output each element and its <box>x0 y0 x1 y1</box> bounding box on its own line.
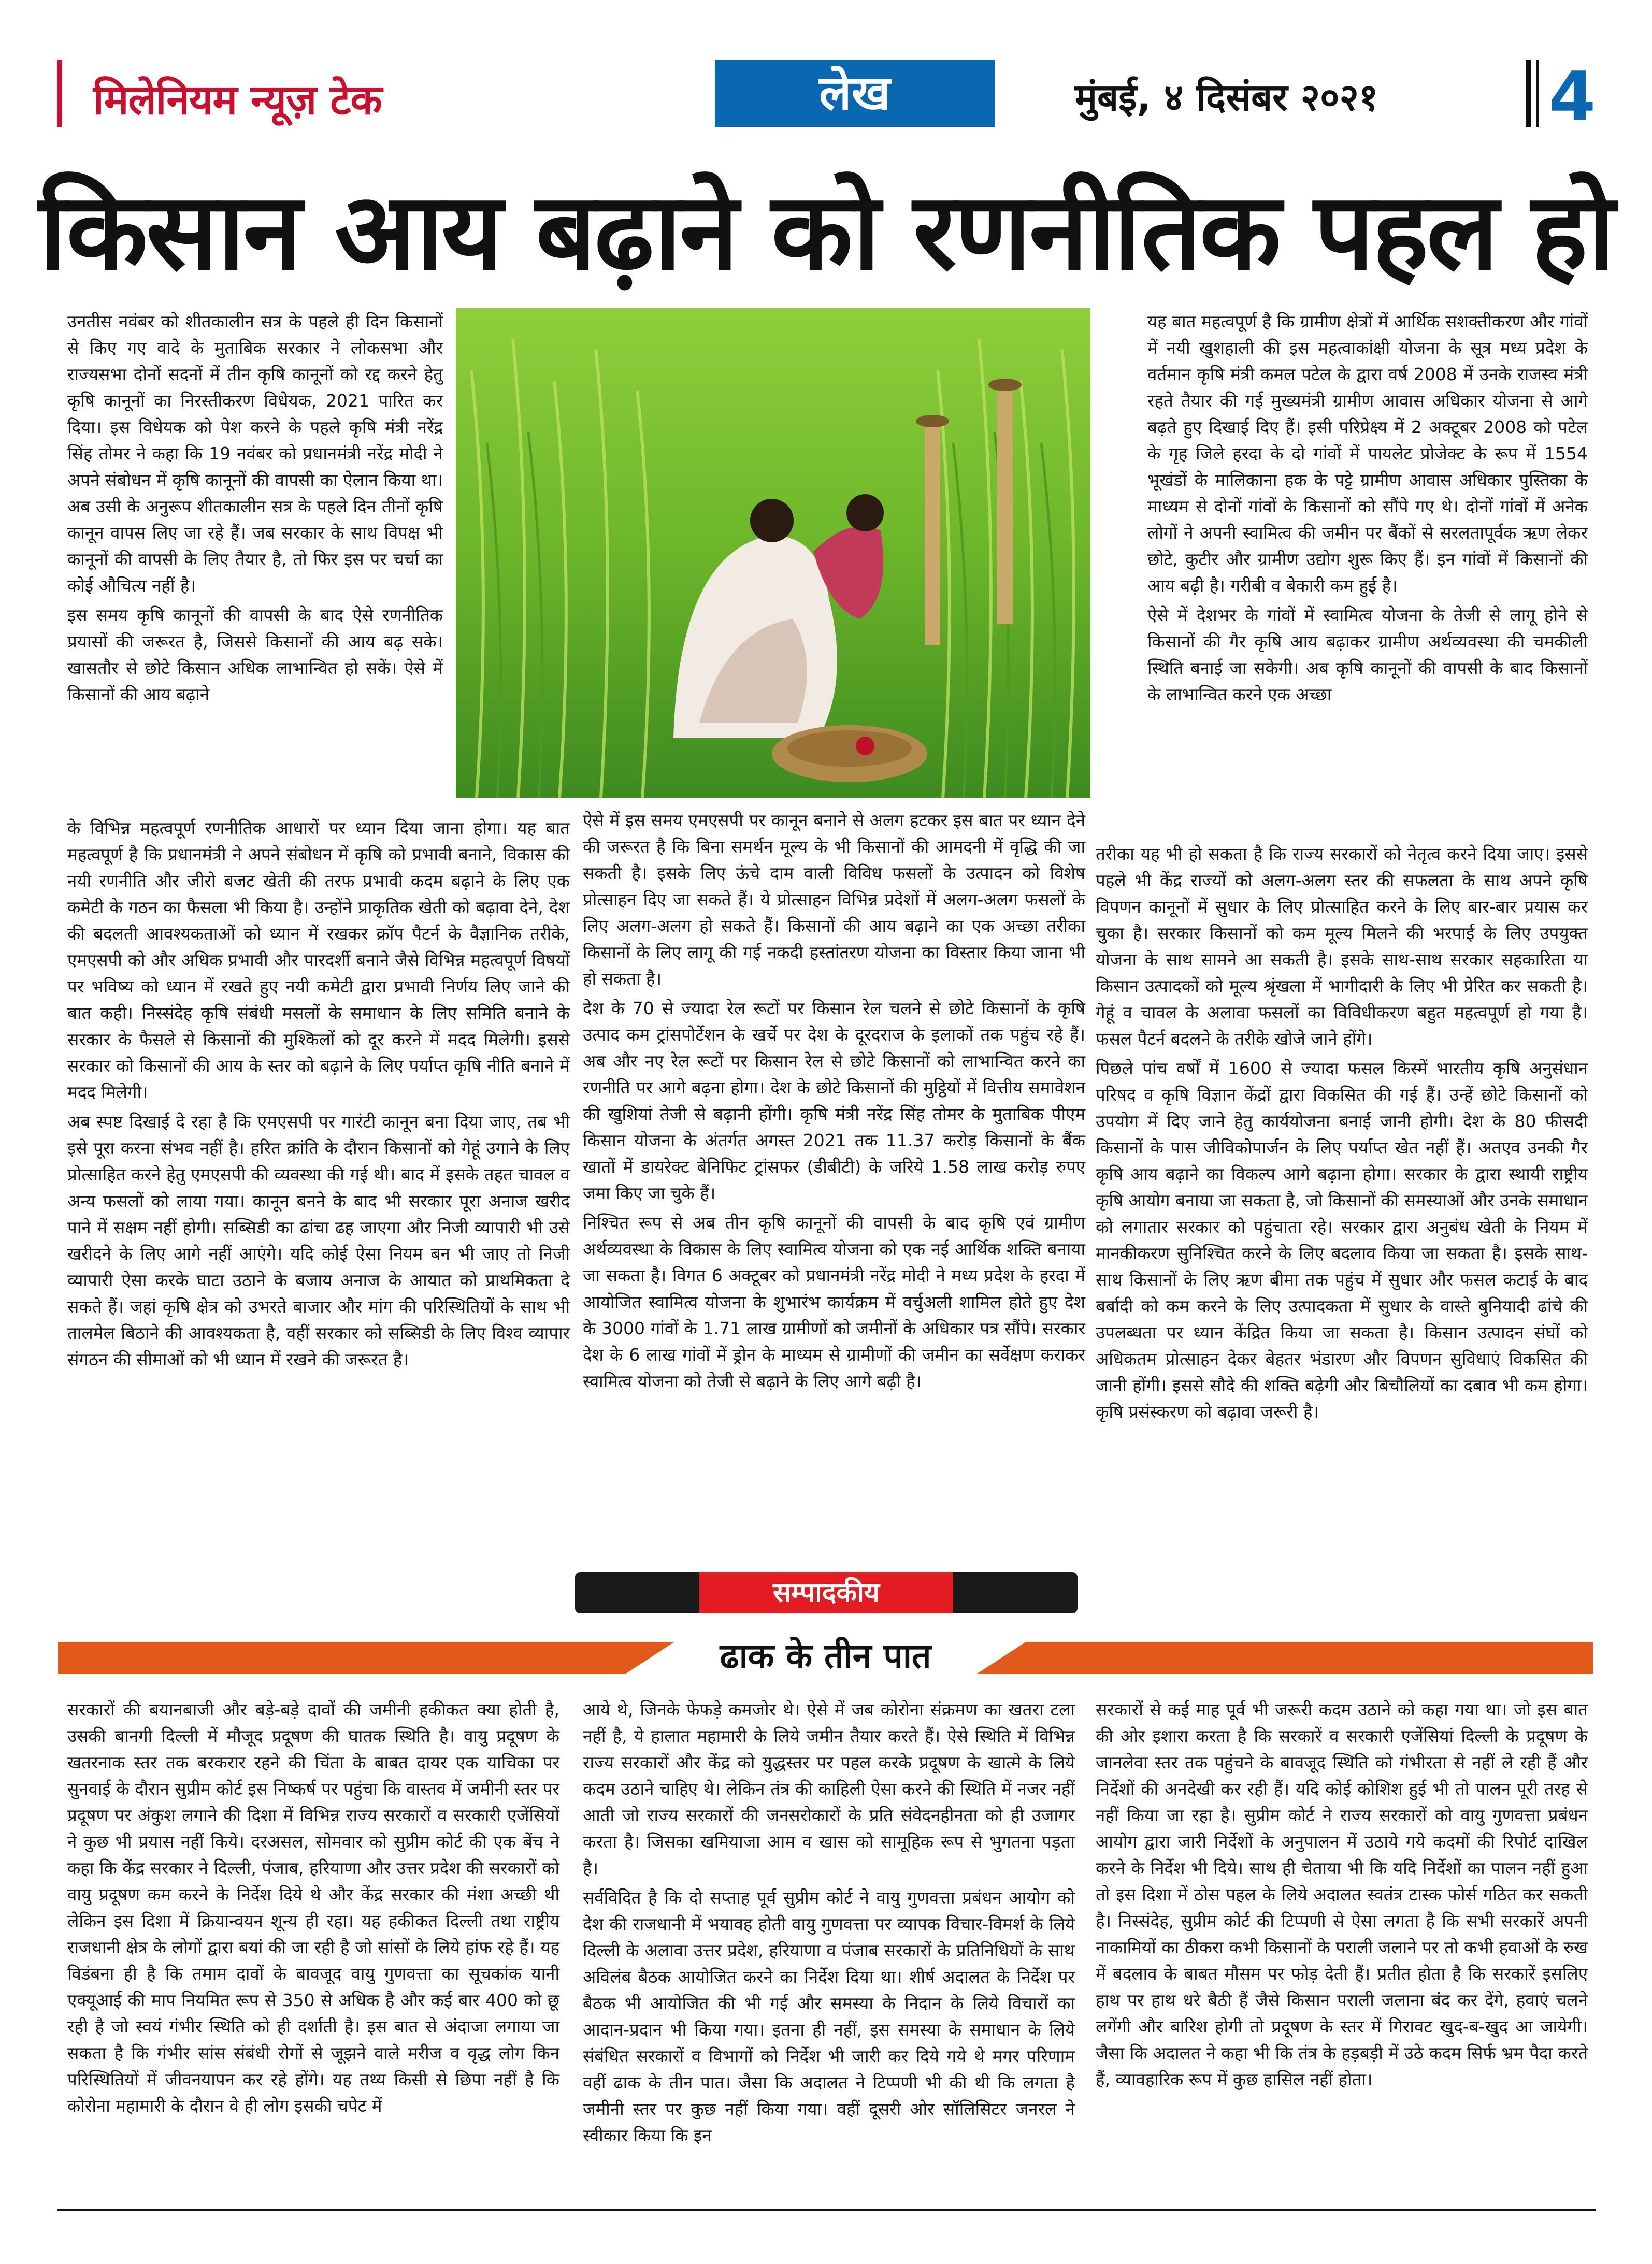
masthead <box>57 57 1611 136</box>
editorial-paragraph: सर्वविदित है कि दो सप्ताह पूर्व सुप्रीम कोर्ट ने वायु गुणवत्ता प्रबंधन आयोग को देश की राजधानी में भयावह होती वायु गुणवत्ता पर व्यापक विचार-विमर्श के लिये दिल्ली के अलावा उत्तर प्रदेश, हरियाणा व पंजाब सरकारों के प्रतिनिधियों के साथ अविलंब बैठक आयोजित करने का निर्देश दिया था। शीर्ष अदालत के निर्देश पर बैठक भी आयोजित की भी गई और समस्या के निदान के लिये विचारों का आदान-प्रदान भी किया गया। इतना ही नहीं, इस समस्या के समाधान के लिये संबंधित सरकारों व विभागों को निर्देश भी जारी कर दिये गये थे मगर परिणाम वहीं ढाक के तीन पात। जैसा कि अदालत ने टिप्पणी भी की थी कि लगता है जमीनी स्तर पर कुछ नहीं किया गया। वहीं दूसरी ओर सॉलिसिटर जनरल ने स्वीकार किया कि इन <box>583 1887 1075 2145</box>
article-paragraph: तरीका यह भी हो सकता है कि राज्य सरकारों को नेतृत्व करने दिया जाए। इससे पहले भी केंद्र राज्यों को अलग-अलग स्तर की सफलता के साथ अपने कृषि विपणन कानूनों में सुधार के लिए प्रोत्साहित करने के लिए बार-बार प्रयास कर चुका है। सरकार किसानों को कम मूल्य मिलने की भरपाई के लिए उपयुक्त योजना के साथ सामने आ सकती है। इसके साथ-साथ सरकार सहकारिता या किसान उत्पादकों को मूल्य श्रृंखला में भागीदारी के लिए भी प्रेरित कर सकती है। गेहूं व चावल के अलावा फसलों का विविधीकरण बहुत महत्वपूर्ण हो गया है। फसल पैटर्न बदलने के तरीके खोजे जाने होंगे। <box>1096 844 1588 1049</box>
article-paragraph: देश के 70 से ज्यादा रेल रूटों पर किसान रेल चलने से छोटे किसानों के कृषि उत्पाद कम ट्रांसपोर्टेशन के खर्चे पर देश के दूरदराज के इलाकों तक पहुंच रहे हैं। अब और नए रेल रूटों पर किसान रेल से छोटे किसानों को लाभान्वित करने का रणनीति पर आगे बढ़ना होगा। देश के छोटे किसानों की मुट्ठियों में वित्तीय समावेशन की खुशियां तेजी से बढ़ानी होंगी। कृषि मंत्री नरेंद्र सिंह तोमर के मुताबिक पीएम किसान योजना के अंतर्गत अगस्त 2021 तक 11.37 करोड़ किसानों के बैंक खातों में डायरेक्ट बेनिफिट ट्रांसफर (डीबीटी) के जरिये 1.58 लाख करोड़ रुपए जमा किए जा चुके हैं। <box>583 998 1085 1203</box>
page-number: 4 <box>1549 57 1596 136</box>
editorial-title: ढाक के तीन पात <box>720 1636 931 1676</box>
editorial-column-3 <box>1096 1696 1588 2096</box>
section-label: लेख <box>715 60 995 127</box>
article-paragraph: के विभिन्न महत्वपूर्ण रणनीतिक आधारों पर ध्यान दिया जाना होगा। यह बात महत्वपूर्ण है कि प्रधानमंत्री ने अपने संबोधन में कृषि को प्रभावी बनाने, विकास की नयी रणनीति और जीरो बजट खेती की तरफ प्रभावी कदम बढ़ाने के लिए एक कमेटी के गठन का फैसला भी किया है। उन्होंने प्राकृतिक खेती को बढ़ावा देने, देश की बदलती आवश्यकताओं को ध्यान में रखकर क्रॉप पैटर्न के वैज्ञानिक तरीके, एमएसपी को और अधिक प्रभावी और पारदर्शी बनाने जैसे विभिन्न महत्वपूर्ण विषयों पर भविष्य को ध्यान में रखते हुए नयी कमेटी द्वारा प्रभावी निर्णय लिए जाने की बात कही। निस्संदेह कृषि संबंधी मसलों के समाधान के लिए समिति बनाने के सरकार के फैसले से किसानों की मुश्किलों को दूर करने में मदद मिलेगी। इससे सरकार को किसानों की आय के स्तर को बढ़ाने के लिए पर्याप्त कृषि नीति बनाने में मदद मिलेगी। <box>67 818 570 1102</box>
article-paragraph: ऐसे में देशभर के गांवों में स्वामित्व योजना के तेजी से लागू होने से किसानों की गैर कृषि आय बढ़ाकर ग्रामीण अर्थव्यवस्था की चमकीली स्थिति बनाई जा सकेगी। अब कृषि कानूनों की वापसी के बाद किसानों के लाभान्वित करने एक अच्छा <box>1147 605 1588 704</box>
article-paragraph: उनतीस नवंबर को शीतकालीन सत्र के पहले ही दिन किसानों से किए गए वादे के मुताबिक सरकार ने लोकसभा और राज्यसभा दोनों सदनों में तीन कृषि कानूनों को रद्द करने हेतु कृषि कानूनों का निरस्तीकरण विधेयक, 2021 पारित कर दिया। इस विधेयक को पेश करने के पहले कृषि मंत्री नरेंद्र सिंह तोमर ने कहा कि 19 नवंबर को प्रधानमंत्री नरेंद्र मोदी ने अपने संबोधन में कृषि कानूनों की वापसी का ऐलान किया था। अब उसी के अनुरूप शीतकालीन सत्र के पहले दिन तीनों कृषि कानून वापस लिए जा रहे हैं। जब सरकार के साथ विपक्ष भी कानूनों की वापसी के लिए तैयार है, तो फिर इस पर चर्चा का कोई औचित्य नहीं है। <box>67 311 443 596</box>
editorial-paragraph: सरकारों की बयानबाजी और बड़े-बड़े दावों की जमीनी हकीकत क्या होती है, उसकी बानगी दिल्ली में मौजूद प्रदूषण की घातक स्थिति है। वायु प्रदूषण के खतरनाक स्तर तक बरकरार रहने की चिंता के बाबत दायर एक याचिका पर सुनवाई के दौरान सुप्रीम कोर्ट इस निष्कर्ष पर पहुंचा कि वास्तव में जमीनी स्तर पर प्रदूषण पर अंकुश लगाने की दिशा में विभिन्न राज्य सरकारों व सरकारी एजेंसियों ने कुछ भी प्रयास नहीं किये। दरअसल, सोमवार को सुप्रीम कोर्ट की एक बेंच ने कहा कि केंद्र सरकार ने दिल्ली, पंजाब, हरियाणा और उत्तर प्रदेश की सरकारों को वायु प्रदूषण कम करने के निर्देश दिये थे और केंद्र सरकार की मंशा अच्छी थी लेकिन इस दिशा में क्रियान्वयन शून्य ही रहा। यह हकीकत दिल्ली तथा राष्ट्रीय राजधानी क्षेत्र के लोगों द्वारा बयां की जा रही है जो सांसों के लिये हांफ रहे हैं। यह विडंबना ही है कि तमाम दावों के बावजूद वायु गुणवत्ता का सूचकांक यानी एक्यूआई की माप नियमित रूप से 350 से अधिक है और कई बार 400 को छू रही है जो स्वयं गंभीर स्थिति को ही दर्शाती है। इस बात से अंदाजा लगाया जा सकता है कि गंभीर सांस संबंधी रोगों से जूझने वाले मरीज व वृद्ध लोग किन परिस्थितियों में जीवनयापन कर रहे होंगे। यह तथ्य किसी से छिपा नहीं है कि कोरोना महामारी के दौरान वे ही लोग इसकी चपेट में <box>67 1699 559 2116</box>
article-column-3 <box>1147 308 1588 711</box>
article-column-2 <box>583 807 1085 1397</box>
page-bottom-rule <box>57 2209 1596 2211</box>
article-paragraph: पिछले पांच वर्षों में 1600 से ज्यादा फसल किस्में भारतीय कृषि अनुसंधान परिषद व कृषि विज्ञान केंद्रों द्वारा विकसित की गई हैं। उन्हें छोटे किसानों को उपयोग में दिए जाने हेतु कार्ययोजना बनाई जानी होगी। देश के 80 फीसदी किसानों के पास जीविकोपार्जन के लिए पर्याप्त खेत नहीं हैं। अतएव उनकी गैर कृषि आय बढ़ाने का विकल्प आगे बढ़ाना होगा। सरकार के द्वारा स्थायी राष्ट्रीय कृषि आयोग बनाया जा सकता है, जो किसानों की समस्याओं और उनके समाधान को लगातार सरकार को पहुंचाता रहे। सरकार द्वारा अनुबंध खेती के नियम में मानकीकरण सुनिश्चित करने के लिए बदलाव किया जा सकता है। इसके साथ-साथ किसानों के लिए ऋण बीमा तक पहुंच में सुधार और फसल कटाई के बाद बर्बादी को कम करने के लिए उत्पादकता में सुधार के वास्ते बुनियादी ढांचे की उपलब्धता पर ध्यान केंद्रित किया जा सकता है। किसान उत्पादन संघों को अधिकतम प्रोत्साहन देकर बेहतर भंडारण और विपणन सुविधाएं विकसित की जानी होंगी। इससे सौदे की शक्ति बढ़ेगी और बिचौलियों का दबाव भी कम होगा। कृषि प्रसंस्करण को बढ़ावा जरूरी है। <box>1096 1058 1588 1422</box>
article-column-3-continued <box>1096 841 1588 1428</box>
page-marker-bar-thin <box>1536 60 1539 127</box>
photo-women-in-rice-field <box>456 308 1090 798</box>
editorial-accent-right <box>976 1642 1593 1674</box>
headline: किसान आय बढ़ाने को रणनीतिक पहल हो <box>38 170 1614 294</box>
article-paragraph: इस समय कृषि कानूनों की वापसी के बाद ऐसे रणनीतिक प्रयासों की जरूरत है, जिससे किसानों की आय बढ़ सके। खासतौर से छोटे किसान अधिक लाभान्वित हो सकें। ऐसे में किसानों की आय बढ़ाने <box>67 605 443 704</box>
article-column-1-continued <box>67 815 570 1376</box>
editorial-paragraph: आये थे, जिनके फेफड़े कमजोर थे। ऐसे में जब कोरोना संक्रमण का खतरा टला नहीं है, ये हालात महामारी के लिये जमीन तैयार करते हैं। ऐसे स्थिति में विभिन्न राज्य सरकारों और केंद्र को युद्धस्तर पर पहल करके प्रदूषण के खात्मे के लिये कदम उठाने चाहिए थे। लेकिन तंत्र की काहिली ऐसा करने की स्थिति में नजर नहीं आती जो राज्य सरकारों की जनसरोकारों के प्रति संवेदनहीनता को ही उजागर करता है। जिसका खमियाजा आम व खास को सामूहिक रूप से भुगतना पड़ता है। <box>583 1699 1075 1878</box>
article-paragraph: निश्चित रूप से अब तीन कृषि कानूनों की वापसी के बाद कृषि एवं ग्रामीण अर्थव्यवस्था के विकास के लिए स्वामित्व योजना को एक नई आर्थिक शक्ति बनाया जा सकता है। विगत 6 अक्टूबर को प्रधानमंत्री नरेंद्र मोदी ने मध्य प्रदेश के हरदा में आयोजित स्वामित्व योजना के शुभारंभ कार्यक्रम में वर्चुअली शामिल होते हुए देश के 3000 गांवों के 1.71 लाख ग्रामीणों को जमीनों के अधिकार पत्र सौंपे। सरकार देश के 6 लाख गांवों में ड्रोन के माध्यम से ग्रामीणों की जमीन का सर्वेक्षण कराकर स्वामित्व योजना को तेजी से बढ़ाने के लिए आगे बढ़ी है। <box>583 1213 1085 1391</box>
editorial-column-2 <box>583 1696 1075 2152</box>
article-column-1 <box>67 308 443 711</box>
brand-accent-bar <box>57 60 62 127</box>
editorial-column-1 <box>67 1696 559 2122</box>
editorial-label: सम्पादकीय <box>773 1577 880 1608</box>
editorial-accent-left <box>58 1642 674 1674</box>
photo-illustration-icon <box>456 308 1090 798</box>
article-paragraph: ऐसे में इस समय एमएसपी पर कानून बनाने से अलग हटकर इस बात पर ध्यान देने की जरूरत है कि बिना समर्थन मूल्य के भी किसानों की आमदनी में वृद्धि की जा सकती है। इसके लिए ऊंचे दाम वाली विविध फसलों के उत्पादन को विशेष प्रोत्साहन दिए जा सकते हैं। ये प्रोत्साहन विभिन्न प्रदेशों में अलग-अलग फसलों के लिए अलग-अलग हो सकते हैं। किसानों की आय बढ़ाने का एक अच्छा तरीका किसानों के लिए लागू की गई नकदी हस्तांतरण योजना का विस्तार किया जाना भी हो सकता है। <box>583 810 1085 989</box>
editorial-paragraph: सरकारों से कई माह पूर्व भी जरूरी कदम उठाने को कहा गया था। जो इस बात की ओर इशारा करता है कि सरकारें व सरकारी एजेंसियां दिल्ली के प्रदूषण के जानलेवा स्तर तक पहुंचने के बावजूद स्थिति को गंभीरता से नहीं ले रही हैं और निर्देशों की अनदेखी कर रही हैं। यदि कोई कोशिश हुई भी तो पालन पूरी तरह से नहीं किया जा रहा है। सुप्रीम कोर्ट ने राज्य सरकारों को वायु गुणवत्ता प्रबंधन आयोग द्वारा जारी निर्देशों के अनुपालन में उठाये गये कदमों की रिपोर्ट दाखिल करने के निर्देश भी दिये। साथ ही चेताया भी कि यदि निर्देशों का पालन नहीं हुआ तो इस दिशा में ठोस पहल के लिये अदालत स्वतंत्र टास्क फोर्स गठित कर सकती है। निस्संदेह, सुप्रीम कोर्ट की टिप्पणी से ऐसा लगता है कि सभी सरकारें अपनी नाकामियों का ठीकरा कभी किसानों के पराली जलाने पर तो कभी हवाओं के रुख में बदलाव के बाबत मौसम पर फोड़ देती हैं। प्रतीत होता है कि सरकारें इसलिए हाथ पर हाथ धरे बैठी हैं जैसे किसान पराली जलाना बंद कर देंगे, हवाएं चलने लगेंगी और बारिश होगी तो प्रदूषण के स्तर में गिरावट खुद-ब-खुद आ जायेगी। जैसा कि अदालत ने कहा भी कि तंत्र के हड़बड़ी में उठे कदम सिर्फ भ्रम पैदा करते हैं, व्यावहारिक रूप में कुछ हासिल नहीं होता। <box>1096 1699 1588 2089</box>
brand-logo: मिलेनियम न्यूज़ टेक <box>93 76 382 124</box>
dateline: मुंबई, ४ दिसंबर २०२१ <box>1075 76 1378 119</box>
article-paragraph: यह बात महत्वपूर्ण है कि ग्रामीण क्षेत्रों में आर्थिक सशक्तीकरण और गांवों में नयी खुशहाली की इस महत्वाकांक्षी योजना के सूत्र मध्य प्रदेश के वर्तमान कृषि मंत्री कमल पटेल के द्वारा वर्ष 2008 में उनके राजस्व मंत्री रहते तैयार की गई मुख्यमंत्री ग्रामीण आवास अधिकार योजना से आगे बढ़ते हुए दिखाई दिए हैं। इसी परिप्रेक्ष्य में 2 अक्टूबर 2008 को पटेल के गृह जिले हरदा के दो गांवों में पायलेट प्रोजेक्ट के रूप में 1554 भूखंडों के मालिकाना हक के पट्टे ग्रामीण आवास अधिकार पुस्तिका के माध्यम से दोनों गांवों के किसानों को सौंपे गए थे। दोनों गांवों में अनेक लोगों ने अपनी स्वामित्व की जमीन पर बैंकों से सरलतापूर्वक ऋण लेकर छोटे, कुटीर और ग्रामीण उद्योग शुरू किए हैं। इन गांवों में किसानों की आय बढ़ी है। गरीबी व बेकारी कम हुई है। <box>1147 311 1588 596</box>
editorial-label-strip <box>575 1572 1078 1613</box>
page-marker-bar <box>1526 60 1531 127</box>
article-paragraph: अब स्पष्ट दिखाई दे रहा है कि एमएसपी पर गारंटी कानून बना दिया जाए, तब भी इसे पूरा करना संभव नहीं है। हरित क्रांति के दौरान किसानों को गेहूं उगाने के लिए प्रोत्साहित करने हेतु एमएसपी की व्यवस्था की गई थी। बाद में इसके तहत चावल व अन्य फसलों को लाया गया। कानून बनने के बाद भी सरकार पूरा अनाज खरीद पाने में सक्षम नहीं होगी। सब्सिडी का ढांचा ढह जाएगा और निजी व्यापारी भी उसे खरीदने के लिए आगे नहीं आएंगे। यदि कोई ऐसा नियम बन भी जाए तो निजी व्यापारी ऐसा करके घाटा उठाने के बजाय अनाज के आयात को प्राथमिकता दे सकते हैं। जहां कृषि क्षेत्र को उभरते बाजार और मांग की परिस्थितियों के साथ भी तालमेल बिठाने की आवश्यकता है, वहीं सरकार को सब्सिडी के लिए विश्व व्यापार संगठन की सीमाओं को भी ध्यान में रखने की जरूरत है। <box>67 1112 570 1369</box>
